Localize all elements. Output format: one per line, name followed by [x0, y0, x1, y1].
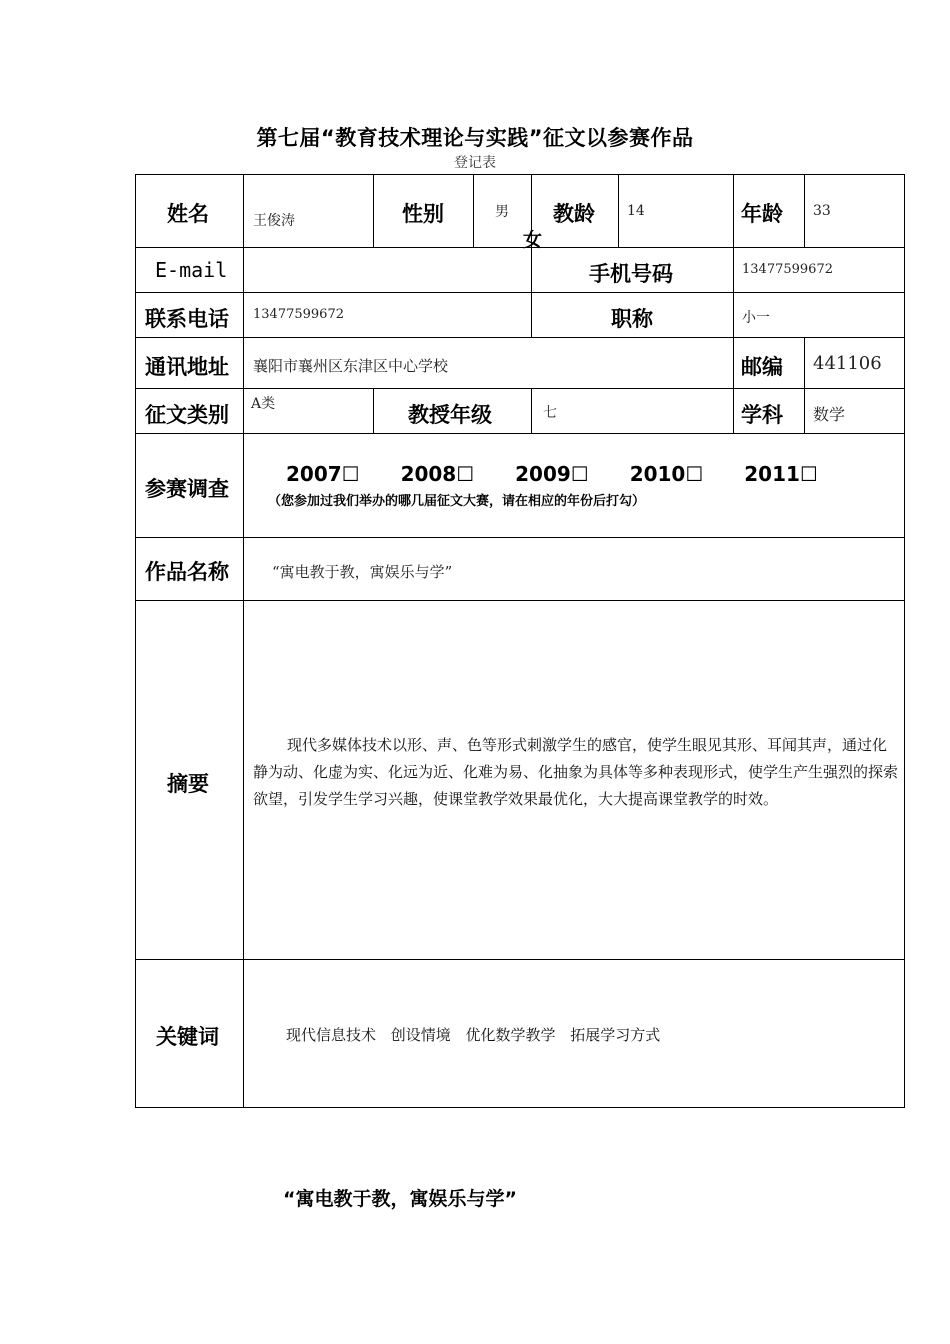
address-label: 通讯地址: [145, 355, 229, 379]
email-label: E-mail: [155, 258, 228, 282]
subject-value: 数学: [813, 405, 846, 424]
postcode-value: 441106: [813, 353, 882, 374]
document-subtitle: 登记表: [454, 155, 496, 171]
survey-year-options: [286, 462, 818, 486]
work-name-label: 作品名称: [145, 560, 229, 584]
grade-label: 教授年级: [408, 403, 492, 427]
abstract-label: 摘要: [167, 772, 209, 796]
subject-label: 学科: [741, 403, 783, 427]
name-label: 姓名: [167, 202, 209, 226]
survey-label: 参赛调查: [145, 477, 229, 501]
gender-value-male: 男: [495, 204, 509, 220]
age-label: 年龄: [741, 202, 783, 226]
category-label: 征文类别: [145, 403, 229, 427]
address-value: 襄阳市襄州区东津区中心学校: [253, 357, 449, 375]
mobile-value: 13477599672: [742, 262, 833, 277]
document-title: 第七届“教育技术理论与实践”征文以参赛作品: [256, 126, 694, 150]
gender-value-female: 女: [523, 229, 543, 251]
mobile-label: 手机号码: [589, 262, 673, 286]
teaching-years-label: 教龄: [553, 202, 595, 226]
survey-year-2010-checkbox[interactable]: 2010☐: [629, 462, 704, 486]
abstract-text: 现代多媒体技术以形、声、色等形式刺激学生的感官，使学生眼见其形、耳闻其声，通过化静为动、化虚为实、化远为近、化难为易、化抽象为具体等多种表现形式，使学生产生强烈的探索欲望，引发学生学习兴趣，使课堂教学效果最优化，大大提高课堂教学的时效。: [253, 736, 899, 808]
keywords-label: 关键词: [156, 1025, 219, 1049]
work-title-heading: “寓电教于教，寓娱乐与学”: [283, 1188, 517, 1210]
survey-year-2011-checkbox[interactable]: 2011☐: [744, 462, 818, 486]
title-label: 职称: [611, 307, 653, 331]
phone-label: 联系电话: [145, 307, 229, 331]
teaching-years-value: 14: [627, 203, 645, 219]
survey-year-2007-checkbox[interactable]: 2007☐: [286, 462, 360, 486]
email-value-cell: [243, 247, 532, 293]
grade-value: 七: [543, 405, 557, 421]
category-value: A类: [251, 396, 276, 412]
age-value: 33: [813, 203, 831, 219]
grade-value-cell: [531, 388, 734, 434]
work-name-value: “寓电教于教，寓娱乐与学”: [272, 563, 453, 581]
gender-label: 性别: [402, 202, 444, 226]
survey-year-2009-checkbox[interactable]: 2009☐: [515, 462, 589, 486]
keywords-text: 现代信息技术 创设情境 优化数学教学 拓展学习方式: [286, 1026, 661, 1044]
postcode-label: 邮编: [741, 355, 783, 379]
title-value: 小一: [742, 310, 770, 326]
name-value: 王俊涛: [253, 213, 295, 229]
survey-note: （您参加过我们举办的哪几届征文大赛，请在相应的年份后打勾）: [268, 494, 646, 509]
survey-year-2008-checkbox[interactable]: 2008☐: [400, 462, 475, 486]
phone-value: 13477599672: [253, 307, 344, 322]
